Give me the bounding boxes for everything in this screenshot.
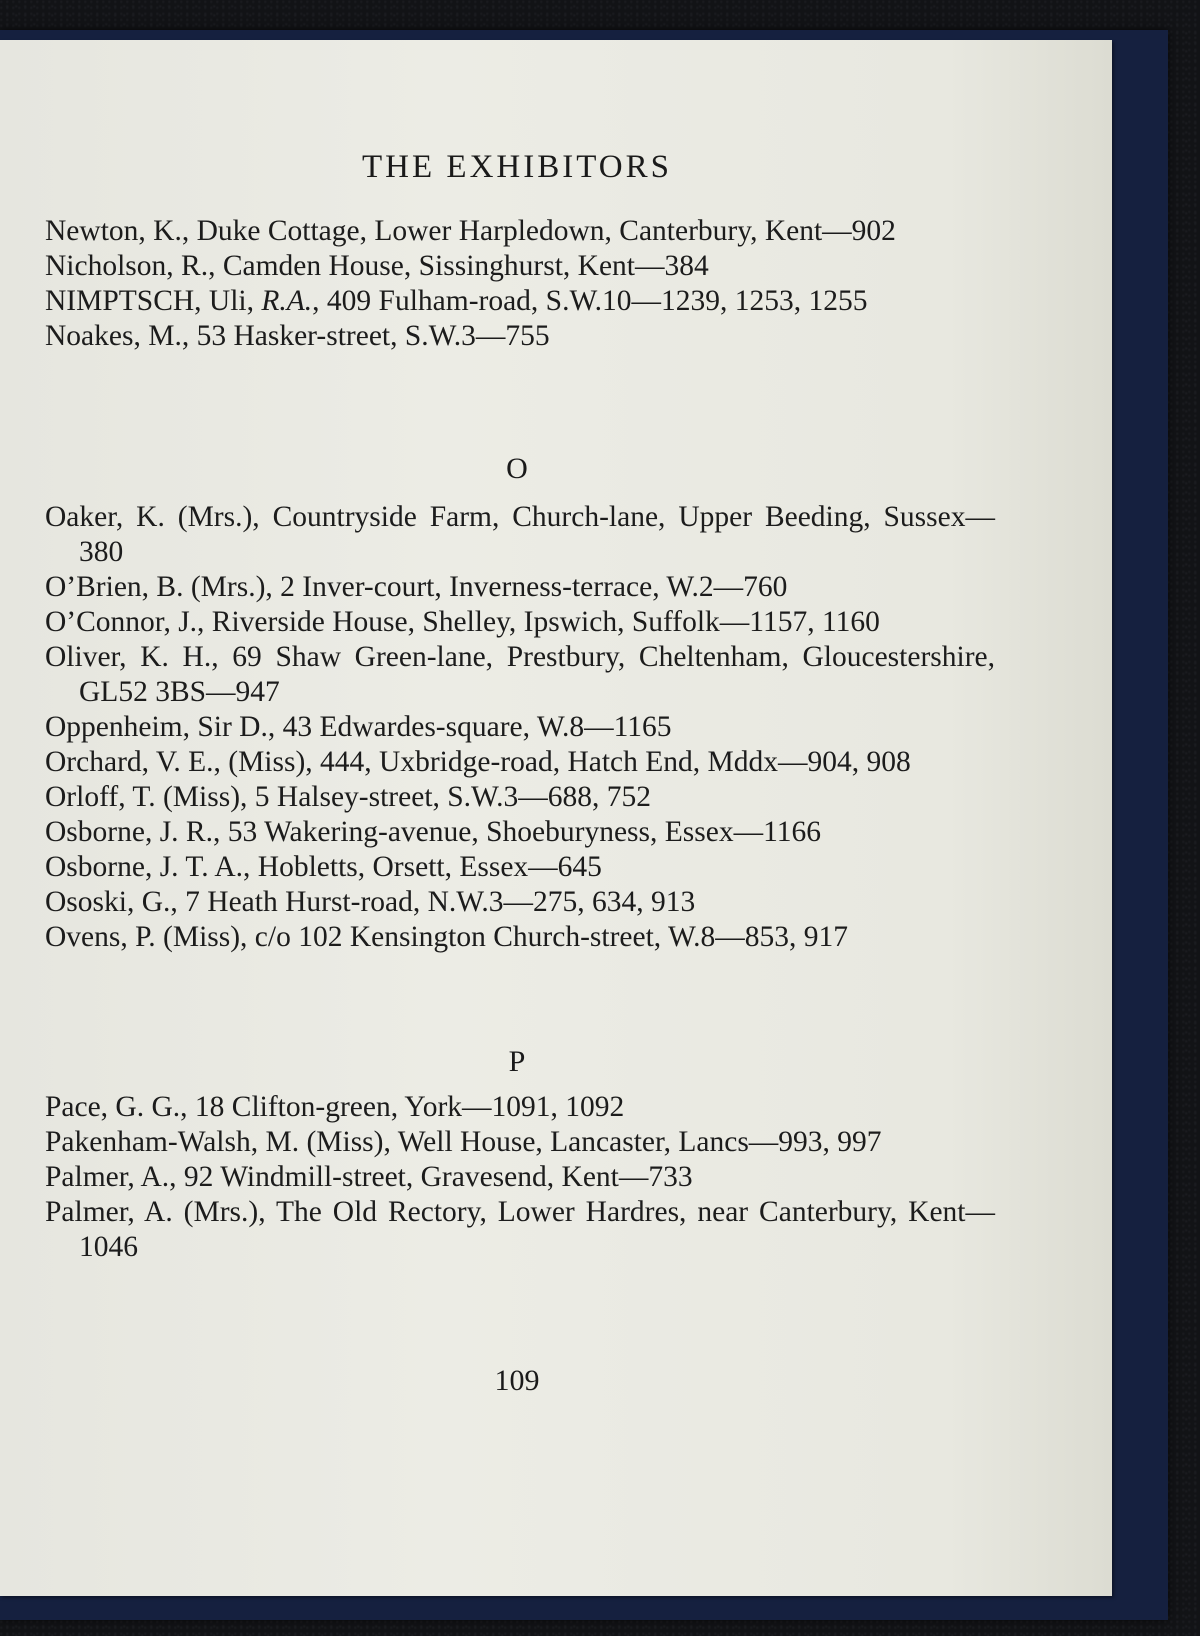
section-p — [45, 1090, 995, 1265]
entry-palmer-a-mrs: Palmer, A. (Mrs.), The Old Rectory, Lower Hardres, near Canterbury, Kent—1046 — [45, 1196, 995, 1263]
book-page — [0, 40, 1112, 1596]
entry-palmer-a: Palmer, A., 92 Windmill-street, Gravesend, Kent—733 — [45, 1161, 693, 1193]
entry-nimptsch-name: NIMPTSCH, Uli, — [45, 285, 262, 317]
entry-pakenham-walsh: Pakenham-Walsh, M. (Miss), Well House, Lancaster, Lancs—993, 997 — [45, 1126, 882, 1158]
entry-nimptsch — [45, 284, 995, 319]
entry-noakes: Noakes, M., 53 Hasker-street, S.W.3—755 — [45, 320, 550, 352]
entry-oppenheim: Oppenheim, Sir D., 43 Edwardes-square, W.8—1165 — [45, 711, 672, 743]
letter-heading-p: P — [508, 1045, 526, 1078]
letter-heading-o: O — [506, 452, 528, 485]
entry-oconnor: O’Connor, J., Riverside House, Shelley, Ipswich, Suffolk—1157, 1160 — [45, 606, 880, 638]
entry-nimptsch-address: , 409 Fulham-road, S.W.10—1239, 1253, 1255 — [312, 285, 868, 317]
entry-obrien: O’Brien, B. (Mrs.), 2 Inver-court, Inverness-terrace, W.2—760 — [45, 571, 788, 603]
entry-osborne-jr: Osborne, J. R., 53 Wakering-avenue, Shoeburyness, Essex—1166 — [45, 816, 821, 848]
entry-nicholson: Nicholson, R., Camden House, Sissinghurst, Kent—384 — [45, 250, 709, 282]
entry-orchard: Orchard, V. E., (Miss), 444, Uxbridge-road, Hatch End, Mddx—904, 908 — [45, 746, 911, 778]
entry-oliver: Oliver, K. H., 69 Shaw Green-lane, Prestbury, Cheltenham, Gloucestershire, GL52 3BS—947 — [45, 641, 995, 708]
page-number: 109 — [494, 1364, 540, 1397]
section-n — [45, 214, 995, 354]
entry-nimptsch-title: R.A. — [261, 285, 313, 317]
running-head: THE EXHIBITORS — [362, 149, 672, 185]
entry-oaker: Oaker, K. (Mrs.), Countryside Farm, Church-lane, Upper Beeding, Sussex—380 — [45, 501, 995, 568]
entry-pace: Pace, G. G., 18 Clifton-green, York—1091, 1092 — [45, 1091, 625, 1123]
entry-ososki: Ososki, G., 7 Heath Hurst-road, N.W.3—275, 634, 913 — [45, 886, 696, 918]
entry-orloff: Orloff, T. (Miss), 5 Halsey-street, S.W.3—688, 752 — [45, 781, 652, 813]
entry-ovens: Ovens, P. (Miss), c/o 102 Kensington Church-street, W.8—853, 917 — [45, 921, 849, 953]
entry-osborne-jta: Osborne, J. T. A., Hobletts, Orsett, Essex—645 — [45, 851, 602, 883]
entry-newton: Newton, K., Duke Cottage, Lower Harpledown, Canterbury, Kent—902 — [45, 215, 896, 247]
section-o — [45, 500, 995, 955]
